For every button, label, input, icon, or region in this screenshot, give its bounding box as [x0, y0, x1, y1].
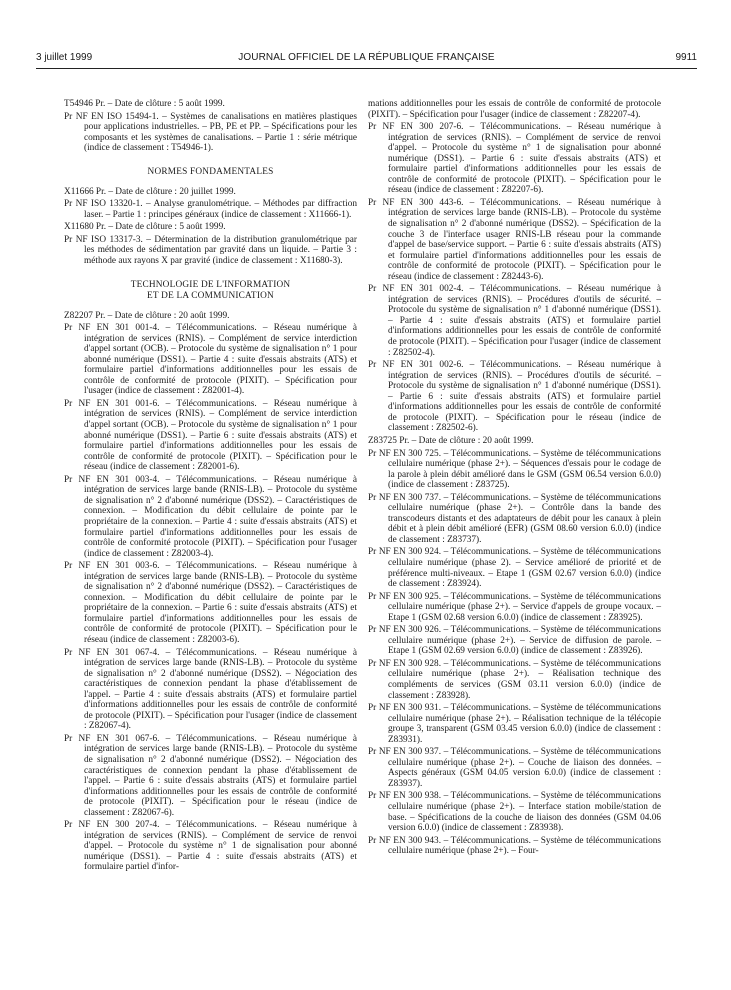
standard-entry: Pr NF EN 301 067-4. – Télécommunications. – Réseau numérique à intégration de services large bande (RNIS-LB). – Protocole du système de signalisation n° 2 d'abonné numérique (DSS2). – Négociation des caractéristiques de connexion pendant la phase d'établissement de l'appel. – Partie 4 : suite d'essais abstraits (ATS) et formulaire partiel d'informations additionnelles pour les essais de contrôle de conformité de protocole (PIXIT). – Spécification pour l'usager (indice de classement : Z82067-4). — [64, 647, 357, 732]
standard-entry: Pr NF EN 301 001-4. – Télécommunications. – Réseau numérique à intégration de services (RNIS). – Complément de service interdiction d'appel sortant (OCB). – Protocole du système de signalisation n° 1 pour abonné numérique (DSS1). – Partie 4 : suite d'essais abstraits (ATS) et formulaire partiel d'informations additionnelles pour les essais de contrôle de conformité de protocole (PIXIT). – Spécification pour l'usager (indice de classement : Z82001-4). — [64, 323, 357, 397]
issue-date: 3 juillet 1999 — [36, 52, 93, 63]
standard-entry: Pr NF EN 300 937. – Télécommunications. – Système de télécommunications cellulaire numérique (phase 2+). – Couche de liaison des données. – Aspects généraux (GSM 04.05 version 6.0.0) (indice de classement : Z83937). — [368, 747, 661, 789]
closing-date-line: Z83725 Pr. – Date de clôture : 20 août 1999. — [368, 435, 534, 446]
section-heading: TECHNOLOGIE DE L'INFORMATION ET DE LA COMMUNICATION — [130, 279, 291, 301]
standard-entry: Pr NF ISO 13317-3. – Détermination de la distribution granulométrique par les méthodes de sédimentation par gravité dans un liquide. – Partie 3 : méthode aux rayons X par gravité (indice de classement : X11680-3). — [64, 234, 357, 267]
right-column — [368, 99, 661, 857]
left-column — [64, 99, 357, 873]
standard-entry: Pr NF EN ISO 15494-1. – Systèmes de canalisations en matières plastiques pour applications industrielles. – PB, PE et PP. – Spécifications pour les composants et les systèmes de canalisations. – Partie 1 : série métrique (indice de classement : T54946-1). — [64, 111, 357, 154]
section-heading: NORMES FONDAMENTALES — [147, 166, 274, 177]
closing-date-line: X11666 Pr. – Date de clôture : 20 juillet 1999. — [64, 186, 236, 197]
page-number: 9911 — [675, 52, 697, 63]
closing-date-line: X11680 Pr. – Date de clôture : 5 août 1999. — [64, 222, 226, 233]
closing-date-line: Z82207 Pr. – Date de clôture : 20 août 1999. — [64, 310, 230, 321]
standard-entry: Pr NF EN 301 001-6. – Télécommunications. – Réseau numérique à intégration de services (RNIS). – Complément de service interdiction d'appel sortant (OCB). – Protocole du système de signalisation n° 1 pour abonné numérique (DSS1). – Partie 6 : suite d'essais abstraits (ATS) et formulaire partiel d'informations additionnelles pour les essais de contrôle de conformité de protocole (PIXIT). – Spécification pour le réseau (indice de classement : Z82001-6). — [64, 398, 357, 473]
journal-title: JOURNAL OFFICIEL DE LA RÉPUBLIQUE FRANÇAISE — [238, 52, 495, 63]
standard-entry: Pr NF EN 300 207-4. – Télécommunications. – Réseau numérique à intégration de services (RNIS). – Complément de service de renvoi d'appel. – Protocole du système n° 1 de signalisation pour abonné numérique (DSS1). – Partie 4 : suite d'essais abstraits (ATS) et formulaire partiel d'infor- — [64, 820, 357, 873]
standard-entry: Pr NF EN 300 725. – Télécommunications. – Système de télécommunications cellulaire numérique (phase 2+). – Séquences d'essais pour le codage de la parole à plein débit amélioré dans le GSM (GSM 06.54 version 6.0.0) (indice de classement : Z83725). — [368, 448, 661, 491]
standard-entry: Pr NF EN 300 924. – Télécommunications. – Système de télécommunications cellulaire numérique (phase 2). – Service amélioré de priorité et de préférence multi-niveaux. – Etape 1 (GSM 02.67 version 6.0.0) (indice de classement : Z83924). — [368, 547, 661, 590]
standard-entry: Pr NF EN 301 067-6. – Télécommunications. – Réseau numérique à intégration de services large bande (RNIS-LB). – Protocole du système de signalisation n° 2 d'abonné numérique (DSS2). – Négociation des caractéristiques de connexion pendant la phase d'établissement de l'appel. – Partie 6 : suite d'essais abstraits (ATS) et formulaire partiel d'informations additionnelles pour les essais de contrôle de conformité de protocole (PIXIT). – Spécification pour le réseau (indice de classement : Z82067-6). — [64, 733, 357, 818]
standard-entry: Pr NF EN 301 003-4. – Télécommunications. – Réseau numérique à intégration de services large bande (RNIS-LB). – Protocole du système de signalisation n° 2 d'abonné numérique (DSS2). – Caractéristiques de connexion. – Modification du débit cellulaire de pointe par le propriétaire de la connexion. – Partie 4 : suite d'essais abstraits (ATS) et formulaire partiel d'informations additionnelles pour les essais de contrôle de conformité protocole (PIXIT). – Spécification pour l'usager (indice de classement : Z82003-4). — [64, 474, 357, 559]
standard-entry: Pr NF EN 300 931. – Télécommunications. – Système de télécommunications cellulaire numérique (phase 2+). – Réalisation technique de la télécopie groupe 3, transparent (GSM 03.45 version 6.0.0) (indice de classement : Z83931). — [368, 703, 661, 745]
standard-entry: Pr NF EN 300 938. – Télécommunications. – Système de télécommunications cellulaire numérique (phase 2+). – Interface station mobile/station de base. – Spécifications de la couche de liaison des données (GSM 04.06 version 6.0.0) (indice de classement : Z83938). — [368, 791, 661, 834]
standard-entry: Pr NF EN 301 002-6. – Télécommunications. – Réseau numérique à intégration de services (RNIS). – Procédures d'outils de sécurité. – Protocole du système de signalisation n° 1 d'abonné numérique (DSS1). – Partie 6 : suite d'essais abstraits (ATS) et formulaire partiel d'informations additionnelles pour les essais de contrôle de conformité de protocole (PIXIT). – Spécification pour le réseau (indice de classement : Z82502-6). — [368, 360, 661, 434]
page-header — [36, 52, 697, 66]
standard-entry: Pr NF ISO 13320-1. – Analyse granulométrique. – Méthodes par diffraction laser. – Partie 1 : principes généraux (indice de classement : X11666-1). — [64, 199, 357, 220]
standard-entry: Pr NF EN 301 002-4. – Télécommunications. – Réseau numérique à intégration de services (RNIS). – Procédures d'outils de sécurité. – Protocole du système de signalisation n° 1 d'abonné numérique (DSS1). – Partie 4 : suite d'essais abstraits (ATS) et formulaire partiel d'informations additionnelles pour les essais de contrôle de conformité de protocole (PIXIT). – Spécification pour l'usager (indice de classement : Z82502-4). — [368, 284, 661, 358]
standard-entry: Pr NF EN 300 926. – Télécommunications. – Système de télécommunications cellulaire numérique (phase 2+). – Service de diffusion de parole. – Etape 1 (GSM 02.69 version 6.0.0) (indice de classement : Z83926). — [368, 625, 661, 657]
closing-date-line: T54946 Pr. – Date de clôture : 5 août 1999. — [64, 99, 225, 109]
standard-entry: Pr NF EN 300 928. – Télécommunications. – Système de télécommunications cellulaire numérique (phase 2+). – Réalisation technique des compléments de services (GSM 03.11 version 6.0.0) (indice de classement : Z83928). — [368, 658, 661, 701]
standard-entry: Pr NF EN 301 003-6. – Télécommunications. – Réseau numérique à intégration de services large bande (RNIS-LB). – Protocole du système de signalisation n° 2 d'abonné numérique (DSS2). – Caractéristiques de connexion. – Modification du débit cellulaire de pointe par le propriétaire de la connexion. – Partie 6 : suite d'essais abstraits (ATS) et formulaire partiel d'informations additionnelles pour les essais de contrôle de conformité de protocole (PIXIT). – Spécification pour le réseau (indice de classement : Z82003-6). — [64, 561, 357, 645]
standard-entry: Pr NF EN 300 737. – Télécommunications. – Système de télécommunications cellulaire numérique (phase 2+). – Contrôle dans la bande des transcodeurs distants et des adaptateurs de débit pour les canaux à plein débit et à plein débit amélioré (EFR) (GSM 08.60 version 6.0.0) (indice de classement : Z83737). — [368, 492, 661, 545]
standard-entry: Pr NF EN 300 207-6. – Télécommunications. – Réseau numérique à intégration de services (RNIS). – Complément de service de renvoi d'appel. – Protocole du système n° 1 de signalisation pour abonné numérique (DSS1). – Partie 6 : suite d'essais abstraits (ATS) et formulaire partiel d'informations additionnelles pour les essais de contrôle de conformité de protocole (PIXIT). – Spécification pour le réseau (indice de classement : Z82207-6). — [368, 122, 661, 196]
standard-entry: Pr NF EN 300 443-6. – Télécommunications. – Réseau numérique à intégration de services large bande (RNIS-LB). – Protocole du système de signalisation n° 2 d'abonné numérique (DSS2). – Spécification de la couche 3 de l'interface usager RNIS-LB réseau pour la commande d'appel de base/service support. – Partie 6 : suite d'essais abstraits (ATS) et formulaire partiel d'informations additionnelles pour les essais de contrôle de conformité de protocole (PIXIT). – Spécification pour le réseau (indice de classement : Z82443-6). — [368, 197, 661, 282]
closing-date-line: mations additionnelles pour les essais de contrôle de conformité de protocole (PIXIT). – Spécification pour l'usager (indice de classement : Z82207-4). — [368, 99, 661, 120]
standard-entry: Pr NF EN 300 925. – Télécommunications. – Système de télécommunications cellulaire numérique (phase 2+). – Service d'appels de groupe vocaux. – Etape 1 (GSM 02.68 version 6.0.0) (indice de classement : Z83925). — [368, 591, 661, 623]
header-rule — [36, 68, 697, 69]
standard-entry: Pr NF EN 300 943. – Télécommunications. – Système de télécommunications cellulaire numérique (phase 2+). – Four- — [368, 835, 661, 857]
